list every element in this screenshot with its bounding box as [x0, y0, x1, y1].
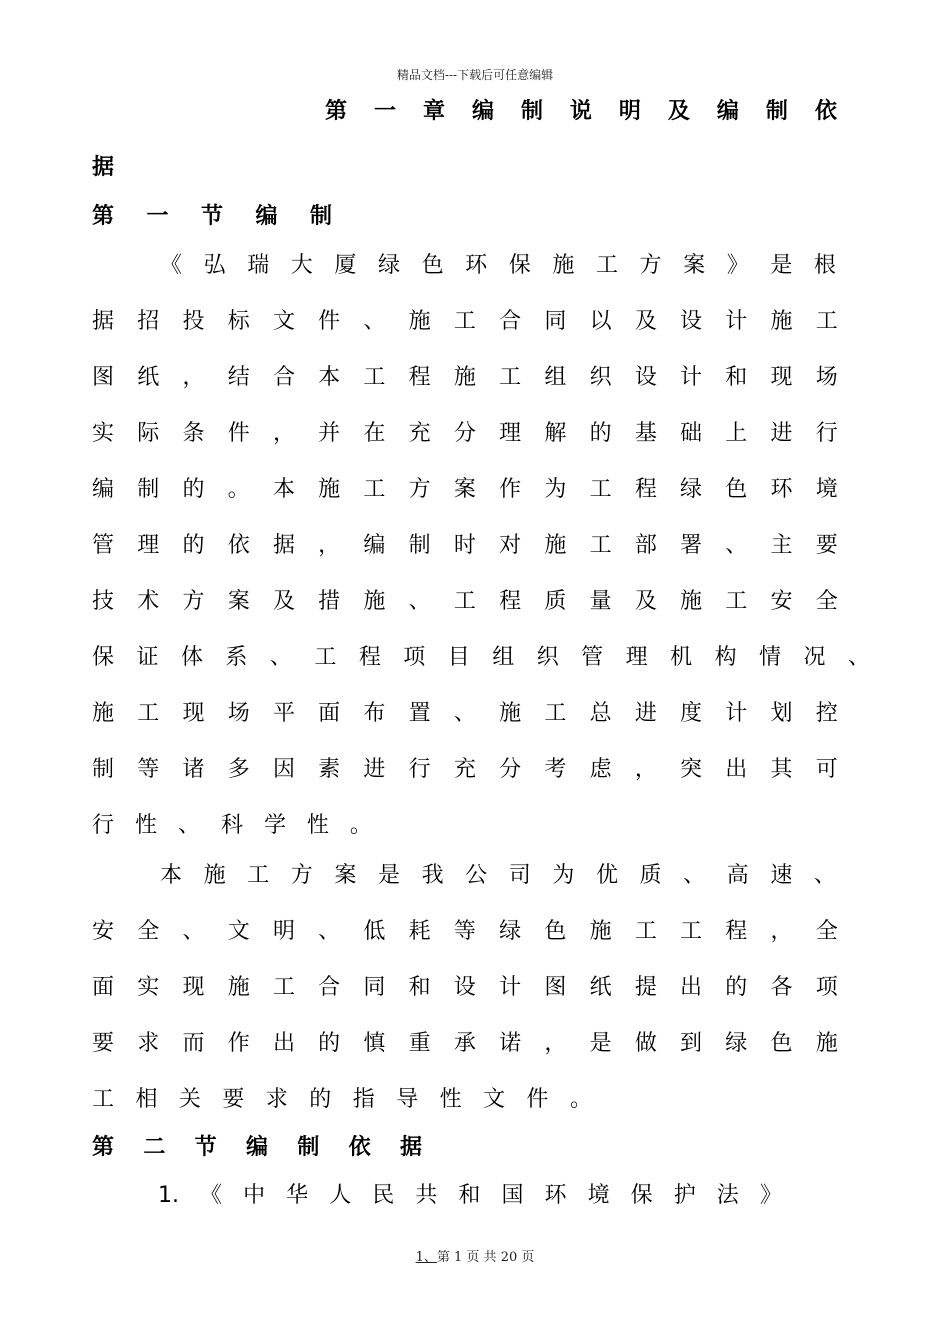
paragraph-line: 管 理 的 依 据 ， 编 制 时 对 施 工 部 署 、 主 要	[92, 533, 838, 558]
paragraph-line: 行 性 、 科 学 性 。	[92, 813, 372, 838]
chapter-title: 第 一 章 编 制 说 明 及 编 制 依	[325, 99, 837, 124]
paragraph-line: 要 求 而 作 出 的 慎 重 承 诺 ， 是 做 到 绿 色 施	[92, 1031, 838, 1056]
page-footer	[0, 1246, 950, 1265]
page-count: 第 1 页 共 20 页	[436, 1250, 535, 1265]
paragraph-line: 工 相 关 要 求 的 指 导 性 文 件 。	[92, 1087, 592, 1112]
list-item-1: 1. 《 中 华 人 民 共 和 国 环 境 保 护 法 》	[158, 1183, 782, 1208]
paragraph-line: 实 际 条 件 ， 并 在 充 分 理 解 的 基 础 上 进 行	[92, 421, 838, 446]
chapter-title-continued: 据	[92, 155, 115, 180]
paragraph-line: 面 实 现 施 工 合 同 和 设 计 图 纸 提 出 的 各 项	[92, 975, 838, 1000]
section-heading-1: 第 一 节 编 制	[92, 204, 332, 229]
page-number: 1、	[415, 1250, 437, 1265]
section-heading-2: 第 二 节 编 制 依 据	[92, 1135, 422, 1160]
paragraph-line: 安 全 、 文 明 、 低 耗 等 绿 色 施 工 工 程 ， 全	[92, 919, 838, 944]
paragraph-line: 保 证 体 系 、 工 程 项 目 组 织 管 理 机 构 情 况 、	[92, 645, 870, 670]
paragraph-line: 图 纸 ， 结 合 本 工 程 施 工 组 织 设 计 和 现 场	[92, 365, 838, 390]
page-header: 精品文档---下载后可任意编辑	[396, 68, 554, 82]
paragraph-line: 《 弘 瑞 大 厦 绿 色 环 保 施 工 方 案 》 是 根	[160, 253, 836, 278]
paragraph-line: 制 等 诸 多 因 素 进 行 充 分 考 虑 ， 突 出 其 可	[92, 757, 838, 782]
paragraph-line: 本 施 工 方 案 是 我 公 司 为 优 质 、 高 速 、	[160, 863, 836, 888]
paragraph-line: 编 制 的 。 本 施 工 方 案 作 为 工 程 绿 色 环 境	[92, 477, 838, 502]
paragraph-line: 据 招 投 标 文 件 、 施 工 合 同 以 及 设 计 施 工	[92, 309, 838, 334]
paragraph-line: 技 术 方 案 及 措 施 、 工 程 质 量 及 施 工 安 全	[92, 589, 838, 614]
paragraph-line: 施 工 现 场 平 面 布 置 、 施 工 总 进 度 计 划 控	[92, 701, 838, 726]
